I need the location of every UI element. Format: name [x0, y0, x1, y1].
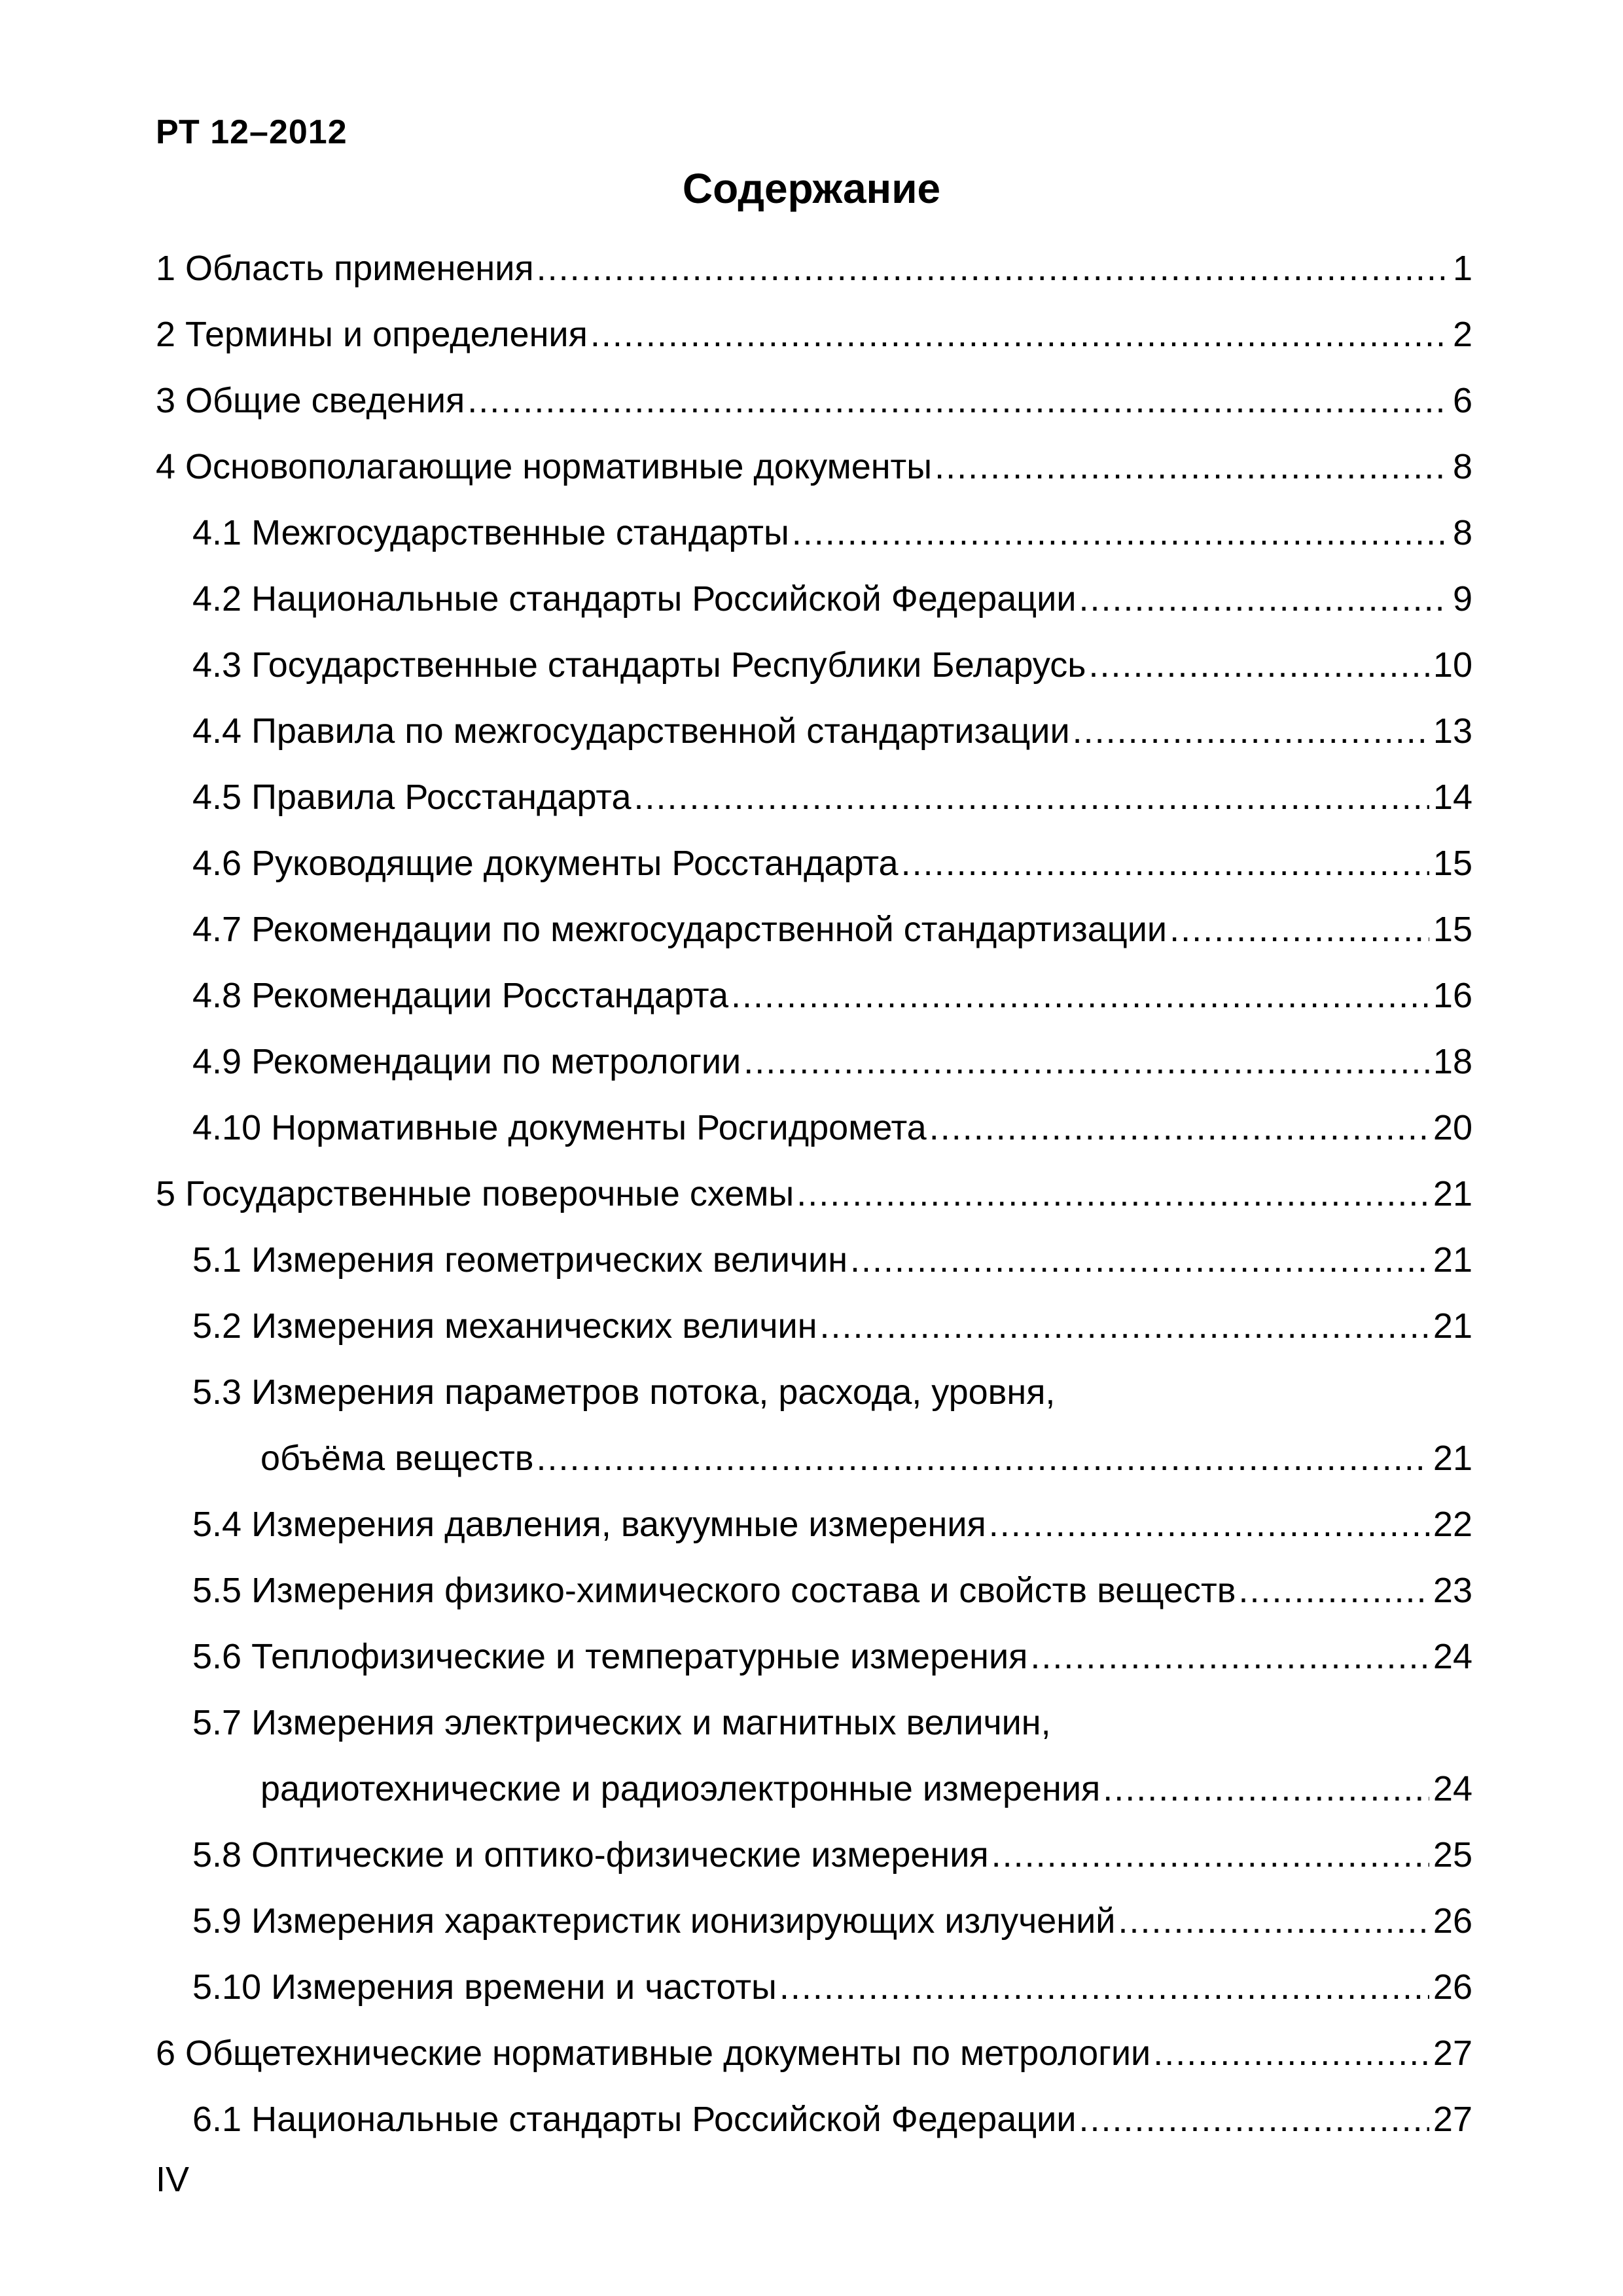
- toc-title: Содержание: [682, 165, 941, 212]
- toc-subentry[interactable]: [156, 632, 1472, 698]
- toc-entry-page: 14: [1433, 778, 1472, 817]
- toc-entry-text: 5.2 Измерения механических величин: [192, 1306, 817, 1346]
- toc-dot-leader: [1079, 566, 1449, 632]
- toc-entry-text: 5.7 Измерения электрических и магнитных величин,: [192, 1703, 1051, 1742]
- table-of-contents: [156, 236, 1472, 2153]
- toc-entry-text: 5 Государственные поверочные схемы: [156, 1174, 794, 1213]
- toc-dot-leader: [1103, 1756, 1429, 1822]
- toc-entry-page: 27: [1433, 2100, 1472, 2139]
- toc-entry[interactable]: [156, 236, 1472, 302]
- toc-dot-leader: [1030, 1624, 1429, 1690]
- toc-entry-page: 21: [1433, 1439, 1472, 1478]
- toc-dot-leader: [850, 1227, 1429, 1293]
- toc-subentry[interactable]: [156, 897, 1472, 963]
- toc-entry-text: 6.1 Национальные стандарты Российской Федерации: [192, 2100, 1077, 2139]
- toc-entry-page: 21: [1433, 1240, 1472, 1280]
- toc-dot-leader: [929, 1095, 1429, 1161]
- toc-entry-page: 6: [1452, 381, 1472, 420]
- toc-subentry[interactable]: [156, 1359, 1472, 1426]
- toc-entry-page: 8: [1452, 447, 1472, 486]
- toc-subentry-continuation[interactable]: [156, 1426, 1472, 1492]
- toc-entry-page: 9: [1452, 579, 1472, 619]
- toc-dot-leader: [1238, 1558, 1429, 1624]
- toc-entry-text: 4.2 Национальные стандарты Российской Федерации: [192, 579, 1077, 619]
- toc-dot-leader: [991, 1822, 1429, 1888]
- toc-subentry[interactable]: [156, 764, 1472, 831]
- toc-entry-text: 2 Термины и определения: [156, 315, 588, 354]
- toc-entry-text: 4.3 Государственные стандарты Республики Беларусь: [192, 645, 1086, 685]
- toc-dot-leader: [820, 1293, 1429, 1359]
- toc-entry-text: 5.9 Измерения характеристик ионизирующих излучений: [192, 1901, 1116, 1941]
- toc-entry-page: 23: [1433, 1571, 1472, 1610]
- toc-dot-leader: [989, 1492, 1429, 1558]
- toc-subentry[interactable]: [156, 1492, 1472, 1558]
- toc-entry-text: радиотехнические и радиоэлектронные измерения: [260, 1769, 1101, 1808]
- toc-subentry[interactable]: [156, 2087, 1472, 2153]
- toc-subentry[interactable]: [156, 1690, 1472, 1756]
- toc-entry-page: 25: [1433, 1835, 1472, 1874]
- toc-subentry[interactable]: [156, 1558, 1472, 1624]
- toc-entry-page: 22: [1433, 1505, 1472, 1544]
- toc-dot-leader: [779, 1954, 1429, 2020]
- toc-entry-page: 1: [1452, 249, 1472, 288]
- page-number: IV: [156, 2160, 190, 2199]
- toc-entry-text: 4.10 Нормативные документы Росгидромета: [192, 1108, 927, 1147]
- toc-dot-leader: [796, 1161, 1429, 1227]
- toc-dot-leader: [935, 434, 1449, 500]
- toc-subentry[interactable]: [156, 1624, 1472, 1690]
- toc-entry-text: 4.8 Рекомендации Росстандарта: [192, 976, 728, 1015]
- toc-entry-text: 4.5 Правила Росстандарта: [192, 778, 632, 817]
- toc-dot-leader: [537, 236, 1449, 302]
- toc-subentry[interactable]: [156, 500, 1472, 566]
- toc-dot-leader: [743, 1029, 1429, 1095]
- toc-entry-text: 4.6 Руководящие документы Росстандарта: [192, 844, 899, 883]
- toc-entry-text: 5.6 Теплофизические и температурные измерения: [192, 1637, 1028, 1676]
- toc-dot-leader: [1088, 632, 1429, 698]
- toc-entry-page: 15: [1433, 910, 1472, 949]
- toc-entry-text: 4 Основополагающие нормативные документы: [156, 447, 933, 486]
- toc-subentry[interactable]: [156, 566, 1472, 632]
- toc-subentry[interactable]: [156, 1954, 1472, 2020]
- toc-entry-page: 15: [1433, 844, 1472, 883]
- toc-dot-leader: [590, 302, 1449, 368]
- toc-subentry[interactable]: [156, 1293, 1472, 1359]
- toc-entry-text: 5.1 Измерения геометрических величин: [192, 1240, 848, 1280]
- toc-entry-page: 10: [1433, 645, 1472, 685]
- toc-dot-leader: [467, 368, 1449, 434]
- toc-dot-leader: [792, 500, 1449, 566]
- toc-dot-leader: [1079, 2087, 1429, 2153]
- toc-entry[interactable]: [156, 368, 1472, 434]
- toc-entry-text: 1 Область применения: [156, 249, 534, 288]
- toc-entry-text: 5.4 Измерения давления, вакуумные измерения: [192, 1505, 986, 1544]
- toc-entry-page: 27: [1433, 2034, 1472, 2073]
- toc-subentry[interactable]: [156, 1822, 1472, 1888]
- toc-subentry[interactable]: [156, 698, 1472, 764]
- toc-subentry[interactable]: [156, 1095, 1472, 1161]
- toc-entry-text: 6 Общетехнические нормативные документы по метрологии: [156, 2034, 1151, 2073]
- toc-subentry-continuation[interactable]: [156, 1756, 1472, 1822]
- toc-entry-page: 13: [1433, 711, 1472, 751]
- toc-entry-page: 24: [1433, 1637, 1472, 1676]
- toc-entry-text: 5.10 Измерения времени и частоты: [192, 1967, 777, 2007]
- toc-entry-page: 16: [1433, 976, 1472, 1015]
- toc-subentry[interactable]: [156, 963, 1472, 1029]
- toc-dot-leader: [537, 1426, 1429, 1492]
- toc-entry-page: 24: [1433, 1769, 1472, 1808]
- toc-entry-page: 20: [1433, 1108, 1472, 1147]
- toc-dot-leader: [1153, 2020, 1429, 2087]
- toc-dot-leader: [1118, 1888, 1429, 1954]
- toc-entry-text: 3 Общие сведения: [156, 381, 465, 420]
- toc-entry-page: 26: [1433, 1901, 1472, 1941]
- toc-entry-text: 4.1 Межгосударственные стандарты: [192, 513, 789, 552]
- toc-entry-page: 26: [1433, 1967, 1472, 2007]
- document-code: РТ 12–2012: [156, 113, 348, 151]
- toc-entry-text: 5.5 Измерения физико-химического состава и свойств веществ: [192, 1571, 1236, 1610]
- toc-entry[interactable]: [156, 434, 1472, 500]
- toc-dot-leader: [1169, 897, 1429, 963]
- toc-entry-page: 21: [1433, 1306, 1472, 1346]
- toc-subentry[interactable]: [156, 1029, 1472, 1095]
- toc-entry-text: 5.8 Оптические и оптико-физические измерения: [192, 1835, 989, 1874]
- toc-entry[interactable]: [156, 302, 1472, 368]
- toc-entry-text: объёма веществ: [260, 1439, 534, 1478]
- toc-entry-page: 8: [1452, 513, 1472, 552]
- toc-entry[interactable]: [156, 2020, 1472, 2087]
- toc-entry[interactable]: [156, 1161, 1472, 1227]
- toc-subentry[interactable]: [156, 1888, 1472, 1954]
- toc-entry-text: 4.4 Правила по межгосударственной стандартизации: [192, 711, 1070, 751]
- toc-subentry[interactable]: [156, 1227, 1472, 1293]
- toc-entry-page: 2: [1452, 315, 1472, 354]
- toc-dot-leader: [634, 764, 1429, 831]
- toc-entry-page: 21: [1433, 1174, 1472, 1213]
- toc-dot-leader: [901, 831, 1429, 897]
- toc-entry-page: 18: [1433, 1042, 1472, 1081]
- toc-entry-text: 5.3 Измерения параметров потока, расхода, уровня,: [192, 1372, 1056, 1412]
- toc-entry-text: 4.9 Рекомендации по метрологии: [192, 1042, 741, 1081]
- toc-subentry[interactable]: [156, 831, 1472, 897]
- toc-dot-leader: [731, 963, 1429, 1029]
- toc-entry-text: 4.7 Рекомендации по межгосударственной стандартизации: [192, 910, 1168, 949]
- toc-dot-leader: [1073, 698, 1429, 764]
